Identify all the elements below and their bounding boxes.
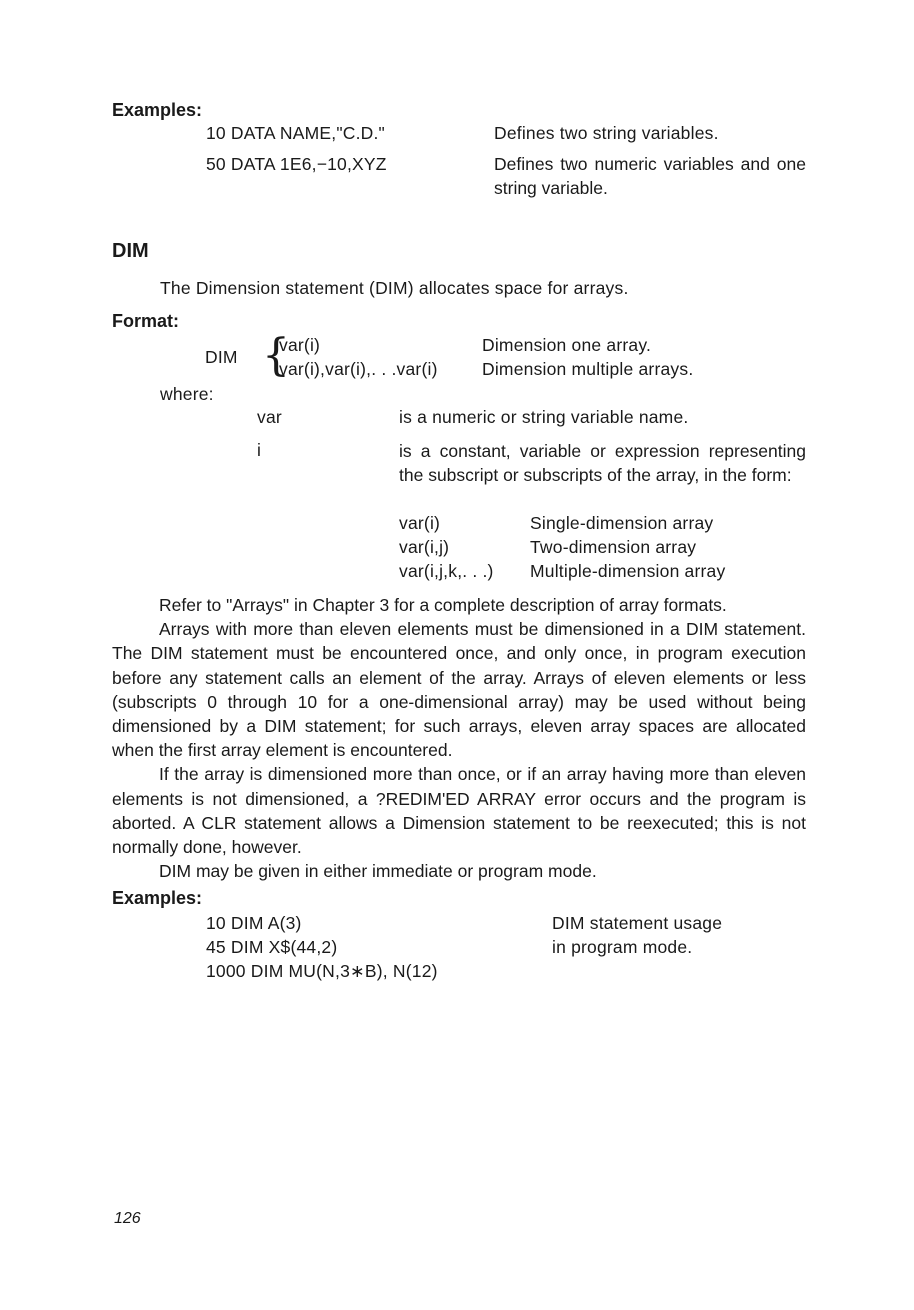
format-syntax-2: var(i),var(i),. . .var(i) <box>279 359 438 379</box>
data-example-desc-1: Defines two string variables. <box>494 123 719 143</box>
subscript-form-1: var(i) <box>399 513 441 533</box>
paragraph: If the array is dimensioned more than once, or if an array having more than eleven elements is not dimensioned, a ?REDIM'ED ARRAY error occurs and the program is aborted. A CLR statement allows a Dimension statement to be reexecuted; this is not normally done, however. <box>112 764 806 858</box>
dim-example-line-3: 1000 DIM MU(N,3∗B), N(12) <box>206 961 438 981</box>
where-label: where: <box>160 384 214 404</box>
paragraph: DIM may be given in either immediate or program mode. <box>159 861 597 882</box>
dim-example-line-1: 10 DIM A(3) <box>206 913 302 933</box>
param-desc-i: is a constant, variable or expression representing the subscript or subscripts of the array, in the form: <box>399 441 806 486</box>
data-example-code-1: 10 DATA NAME,"C.D." <box>206 123 385 143</box>
dim-example-line-2: 45 DIM X$(44,2) <box>206 937 338 957</box>
format-desc-2: Dimension multiple arrays. <box>482 359 694 379</box>
subscript-desc-1: Single-dimension array <box>530 513 714 533</box>
param-name-var: var <box>257 407 282 427</box>
data-example-code-2: 50 DATA 1E6,−10,XYZ <box>206 154 387 174</box>
dim-description <box>112 593 806 883</box>
dim-intro: The Dimension statement (DIM) allocates space for arrays. <box>160 278 629 298</box>
param-name-i: i <box>257 440 262 460</box>
left-brace-icon: { <box>262 330 290 381</box>
dim-examples-heading: Examples: <box>112 888 203 908</box>
subscript-desc-2: Two-dimension array <box>530 537 697 557</box>
dim-section-title: DIM <box>112 240 149 262</box>
dim-example-note-2: in program mode. <box>552 937 693 957</box>
format-syntax-1: var(i) <box>279 335 321 355</box>
dim-keyword: DIM <box>205 347 238 367</box>
subscript-form-2: var(i,j) <box>399 537 450 557</box>
format-heading: Format: <box>112 311 179 331</box>
page-number: 126 <box>114 1210 141 1227</box>
subscript-desc-3: Multiple-dimension array <box>530 561 726 581</box>
format-desc-1: Dimension one array. <box>482 335 652 355</box>
subscript-form-3: var(i,j,k,. . .) <box>399 561 494 581</box>
param-desc-var: is a numeric or string variable name. <box>399 407 689 427</box>
data-examples-heading: Examples: <box>112 100 203 120</box>
paragraph: Arrays with more than eleven elements must be dimensioned in a DIM statement. The DIM statement must be encountered once, and only once, in program execution before any statement calls an element of the array. Arrays of eleven elements or less (subscripts 0 through 10 for a one-dimensional array) may be used without being dimensioned by a DIM statement; for such arrays, eleven array spaces are allocated when the first array element is encountered. <box>112 619 806 761</box>
paragraph: Refer to "Arrays" in Chapter 3 for a complete description of array formats. <box>159 595 727 615</box>
data-example-desc-2: Defines two numeric variables and one string variable. <box>494 154 806 199</box>
dim-example-note-1: DIM statement usage <box>552 913 723 933</box>
